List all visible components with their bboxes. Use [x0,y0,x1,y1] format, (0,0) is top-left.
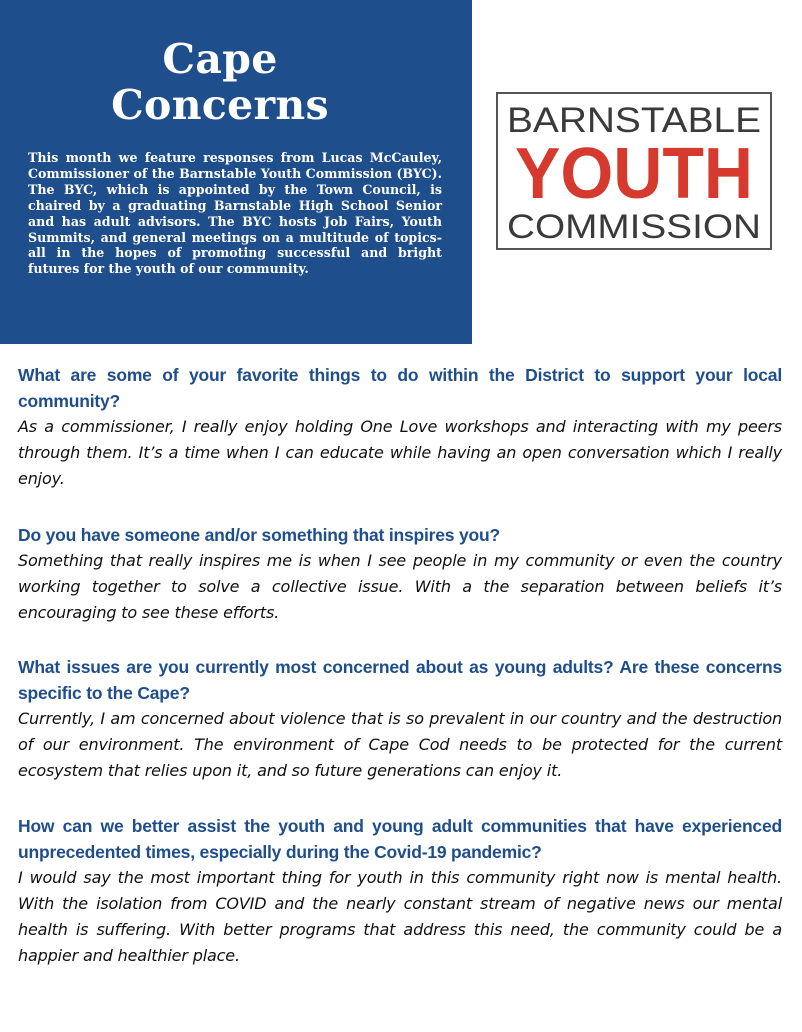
qa-item-3 [18,654,782,784]
qa-item-4 [18,813,782,969]
question-3: What issues are you currently most concerned about as young adults? Are these concerns specific to the Cape? [18,657,782,703]
answer-1: As a commissioner, I really enjoy holding One Love workshops and interacting with my peers through them. It’s a time when I can educate while having an open conversation which I really enjoy. [18,417,782,488]
intro-paragraph: This month we feature responses from Lucas McCauley, Commissioner of the Barnstable Youth Commission (BYC). The BYC, which is appointed by the Town Council, is chaired by a graduating Barnstable High School Senior and has adult advisors. The BYC hosts Job Fairs, Youth Summits, and general meetings on a multitude of topics- all in the hopes of promoting successful and bright futures for the youth of our community. [28,150,442,277]
page-title-line-2: Concerns [111,81,329,129]
page-title-line-1: Cape [162,35,278,83]
page-title [0,36,440,128]
logo-line-3: COMMISSION [507,208,761,246]
qa-item-2 [18,522,782,626]
barnstable-youth-commission-logo [496,92,772,250]
question-4: How can we better assist the youth and young adult communities that have experienced unprecedented times, especially during the Covid-19 pandemic? [18,816,782,862]
logo-line-1: BARNSTABLE [507,101,761,140]
header-panel [0,0,472,344]
logo-graphic [498,94,770,248]
logo-line-2: YOUTH [515,134,753,214]
answer-4: I would say the most important thing for youth in this community right now is mental health. With the isolation from COVID and the nearly constant stream of negative news our mental health is suffering. With better programs that address this need, the community could be a happier and healthier place. [18,868,782,965]
question-1: What are some of your favorite things to do within the District to support your local community? [18,365,782,411]
answer-2: Something that really inspires me is when I see people in my community or even the country working together to solve a collective issue. With a the separation between beliefs it’s encouraging to see these efforts. [18,551,782,622]
qa-item-1 [18,362,782,492]
answer-3: Currently, I am concerned about violence that is so prevalent in our country and the destruction of our environment. The environment of Cape Cod needs to be protected for the current ecosystem that relies upon it, and so future generations can enjoy it. [18,709,782,780]
question-2: Do you have someone and/or something that inspires you? [18,525,500,545]
